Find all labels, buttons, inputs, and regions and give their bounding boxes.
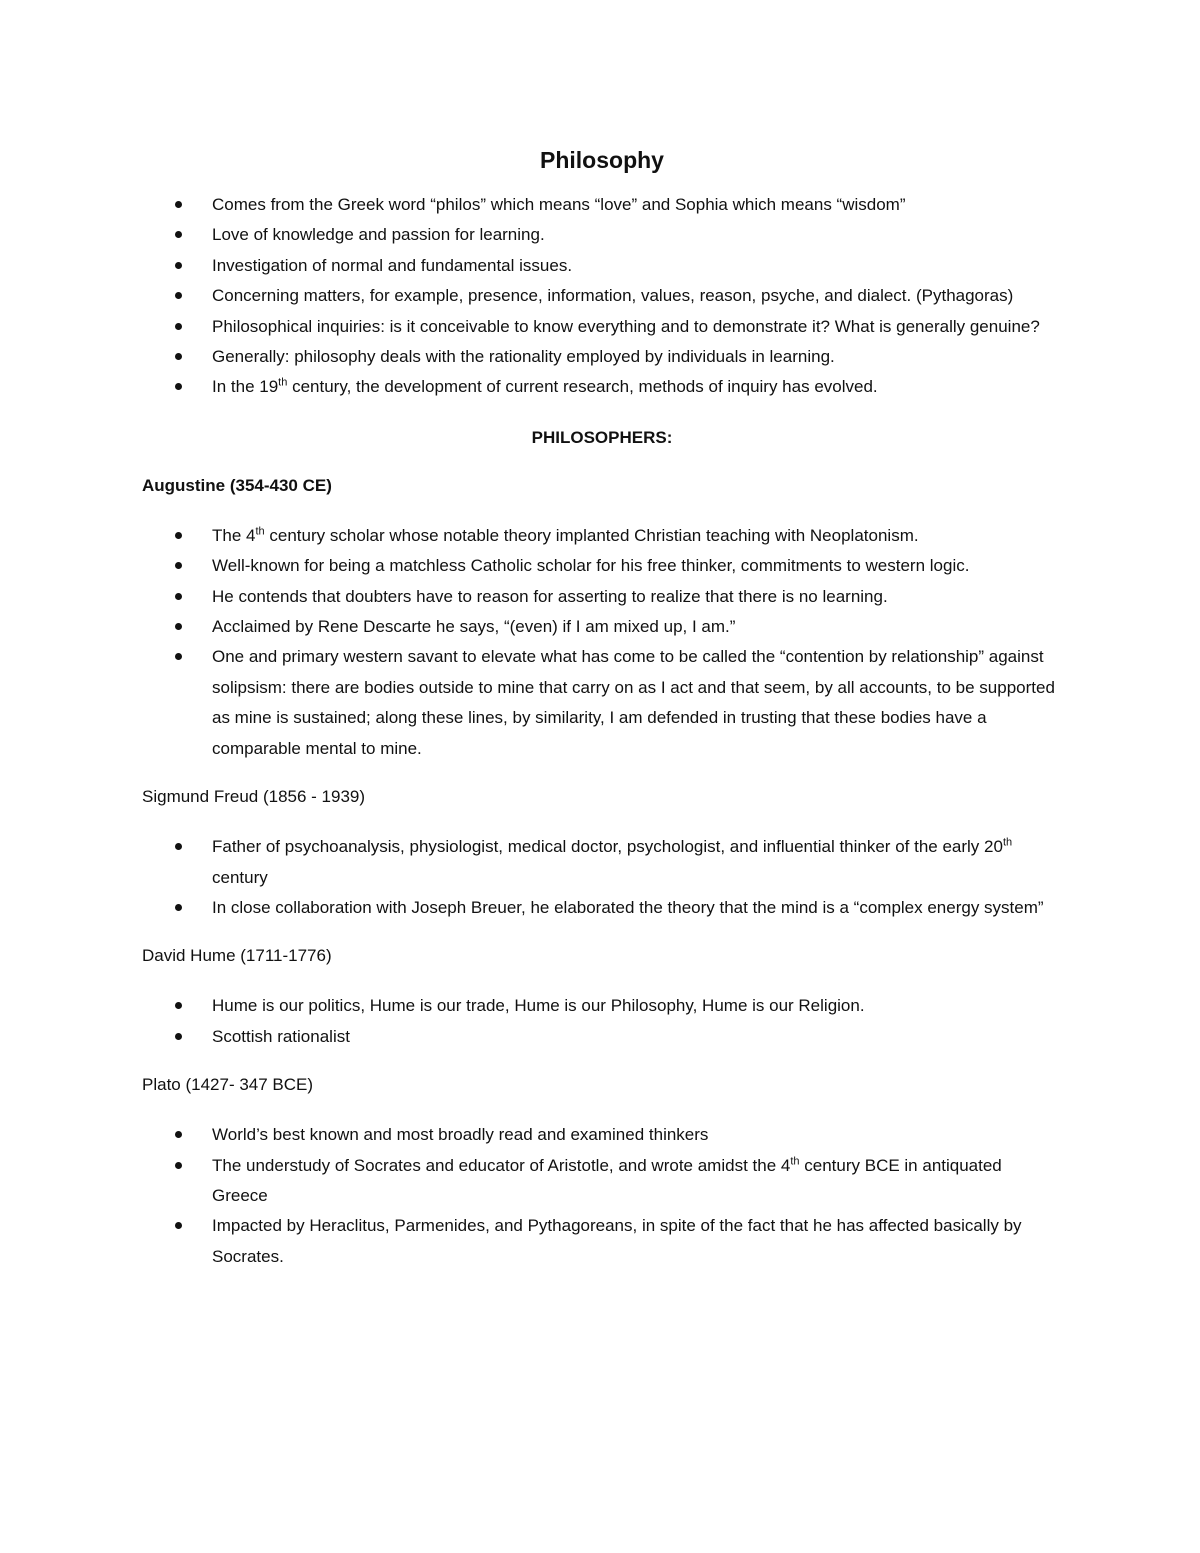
bullet-icon [175, 262, 182, 269]
philosopher-name-freud: Sigmund Freud (1856 - 1939) [142, 787, 366, 807]
document-title: Philosophy [540, 147, 664, 173]
list-item [142, 521, 1062, 551]
bullet-text: Love of knowledge and passion for learning. [212, 225, 545, 245]
bullet-text: He contends that doubters have to reason for asserting to realize that there is no learning. [212, 586, 888, 606]
bullet-icon [175, 562, 182, 569]
bullet-icon [175, 1002, 182, 1009]
bullet-text: Comes from the Greek word “philos” which means “love” and Sophia which means “wisdom” [212, 195, 906, 214]
augustine-section [142, 471, 1062, 764]
bullet-icon [175, 532, 182, 539]
bullet-text: Scottish rationalist [212, 1026, 350, 1046]
bullet-icon [175, 231, 182, 238]
bullet-text-before: In the 19 [212, 377, 279, 397]
bullet-icon [175, 1222, 182, 1229]
list-item [142, 220, 1062, 250]
list-item [142, 251, 1062, 281]
bullet-text: Well-known for being a matchless Catholic scholar for his free thinker, commitments to western logic. [212, 556, 970, 576]
document-body [142, 142, 1062, 1272]
hume-bullet-list [142, 991, 1062, 1052]
bullet-text-before: The 4 [212, 525, 256, 545]
bullet-text: Philosophical inquiries: is it conceivable to know everything and to demonstrate it? What is generally genuine? [212, 316, 1040, 336]
bullet-text-after: century BCE in antiquated Greece [212, 1155, 1002, 1205]
bullet-icon [175, 623, 182, 630]
augustine-bullet-list [142, 521, 1062, 764]
list-item [142, 832, 1062, 893]
philosophers-heading: PHILOSOPHERS: [531, 427, 673, 447]
bullet-icon [175, 904, 182, 911]
bullet-icon [175, 383, 182, 390]
bullet-text-after: century [212, 867, 268, 887]
bullet-icon [175, 1131, 182, 1138]
bullet-icon [175, 292, 182, 299]
list-item [142, 312, 1062, 342]
bullet-icon [175, 653, 182, 660]
bullet-text-before: Father of psychoanalysis, physiologist, medical doctor, psychologist, and influential thinker of the early 20 [212, 837, 1003, 857]
list-item [142, 372, 1062, 402]
plato-bullet-list [142, 1120, 1062, 1272]
bullet-text: Hume is our politics, Hume is our trade, Hume is our Philosophy, Hume is our Religion. [212, 996, 865, 1016]
bullet-icon [175, 201, 182, 208]
list-item [142, 1022, 1062, 1052]
list-item [142, 991, 1062, 1021]
bullet-text-after: century scholar whose notable theory implanted Christian teaching with Neoplatonism. [264, 525, 919, 545]
list-item [142, 1151, 1062, 1212]
list-item [142, 893, 1062, 923]
bullet-text: Acclaimed by Rene Descarte he says, “(even) if I am mixed up, I am.” [212, 617, 736, 637]
bullet-text: World’s best known and most broadly read and examined thinkers [212, 1125, 709, 1145]
bullet-icon [175, 843, 182, 850]
list-item [142, 642, 1062, 764]
philosopher-name-plato: Plato (1427- 347 BCE) [142, 1075, 314, 1095]
bullet-icon [175, 1162, 182, 1169]
bullet-icon [175, 593, 182, 600]
bullet-text: Concerning matters, for example, presence, information, values, reason, psyche, and dialect. (Pythagoras) [212, 286, 1014, 306]
bullet-text: One and primary western savant to elevate what has come to be called the “contention by relationship” against solipsism: there are bodies outside to mine that carry on as I act and that seem, by all accounts, to be supported as mine is sustained; along these lines, by similarity, I am defended in trusting that these bodies have a comparable mental to mine. [212, 647, 1055, 758]
list-item [142, 190, 1062, 220]
list-item [142, 1120, 1062, 1150]
superscript: th [255, 525, 265, 538]
bullet-text: Impacted by Heraclitus, Parmenides, and Pythagoreans, in spite of the fact that he has affected basically by Socrates. [212, 1216, 1022, 1266]
bullet-text-before: The understudy of Socrates and educator of Aristotle, and wrote amidst the 4 [212, 1155, 791, 1175]
list-item [142, 612, 1062, 642]
plato-section [142, 1070, 1062, 1272]
superscript: th [790, 1154, 800, 1167]
list-item [142, 1211, 1062, 1272]
superscript: th [278, 376, 288, 389]
bullet-text: Investigation of normal and fundamental issues. [212, 255, 573, 275]
philosopher-name-hume: David Hume (1711-1776) [142, 946, 332, 966]
list-item [142, 582, 1062, 612]
list-item [142, 342, 1062, 372]
freud-bullet-list [142, 832, 1062, 923]
philosopher-name-augustine: Augustine (354-430 CE) [142, 475, 332, 495]
bullet-icon [175, 323, 182, 330]
bullet-text-after: century, the development of current research, methods of inquiry has evolved. [287, 377, 878, 397]
intro-bullet-list [142, 190, 1062, 403]
bullet-text: In close collaboration with Joseph Breuer, he elaborated the theory that the mind is a “complex energy system” [212, 897, 1044, 917]
superscript: th [1002, 836, 1013, 849]
bullet-text: Generally: philosophy deals with the rationality employed by individuals in learning. [212, 347, 835, 367]
bullet-icon [175, 353, 182, 360]
list-item [142, 281, 1062, 311]
hume-section [142, 941, 1062, 1052]
freud-section [142, 782, 1062, 923]
list-item [142, 551, 1062, 581]
bullet-icon [175, 1033, 182, 1040]
